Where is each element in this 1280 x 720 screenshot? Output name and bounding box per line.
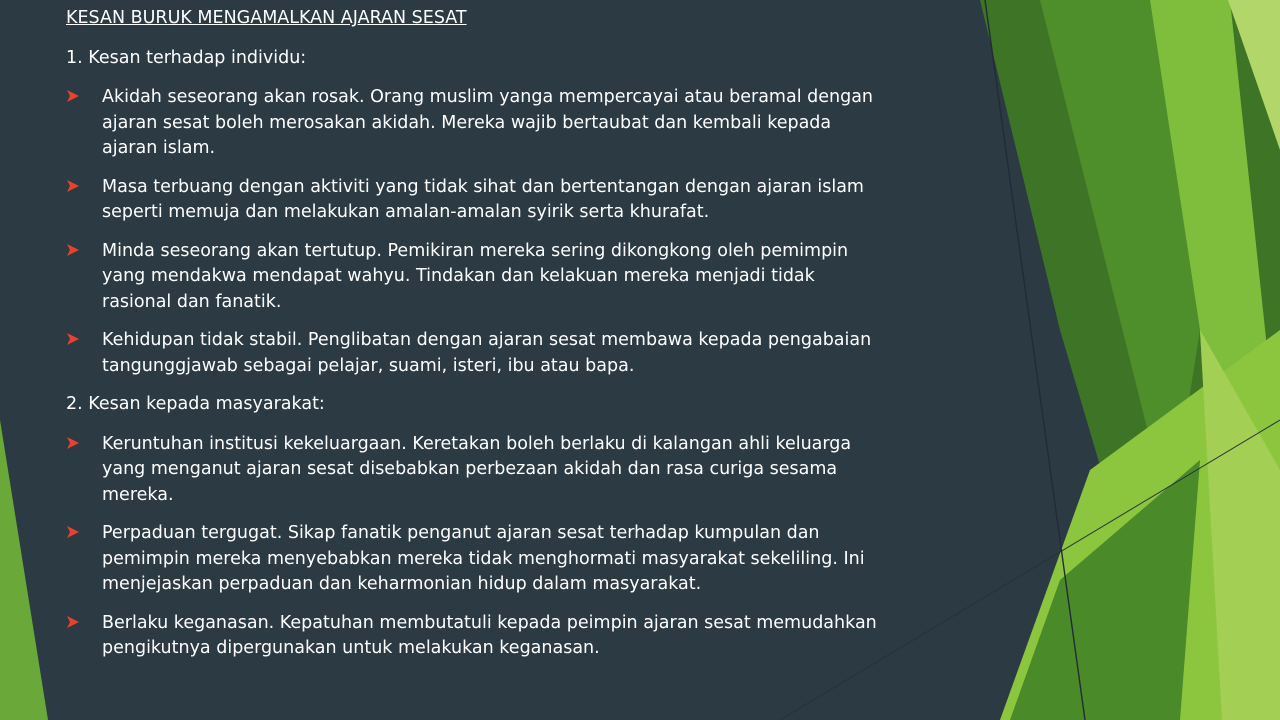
bullet-text-line: Masa terbuang dengan aktiviti yang tidak sihat dan bertentangan dengan ajaran islam bbox=[102, 176, 864, 197]
bullet-item bbox=[66, 175, 946, 226]
arrowhead-bullet-icon bbox=[66, 332, 80, 346]
section-heading-society: 2. Kesan kepada masyarakat: bbox=[66, 394, 325, 414]
arrowhead-bullet-icon bbox=[66, 89, 80, 103]
bullet-item bbox=[66, 239, 946, 316]
arrowhead-bullet-icon bbox=[66, 436, 80, 450]
arrowhead-bullet-icon bbox=[66, 243, 80, 257]
bullet-text-line: yang mendakwa mendapat wahyu. Tindakan dan kelakuan mereka menjadi tidak bbox=[102, 266, 815, 286]
bullet-text-line: Perpaduan tergugat. Sikap fanatik penganut ajaran sesat terhadap kumpulan dan bbox=[102, 523, 820, 543]
bullet-text-line: Keruntuhan institusi kekeluargaan. Keretakan boleh berlaku di kalangan ahli keluarga bbox=[102, 433, 852, 454]
bullet-text-line: ajaran sesat boleh merosakan akidah. Mereka wajib bertaubat dan kembali kepada bbox=[102, 112, 832, 133]
left-green-shard bbox=[0, 420, 48, 720]
bullet-item bbox=[66, 328, 946, 379]
bullet-text-line: yang menganut ajaran sesat disebabkan perbezaan akidah dan rasa curiga sesama bbox=[102, 459, 838, 479]
bullet-item bbox=[66, 85, 946, 162]
bullet-text-line: Berlaku keganasan. Kepatuhan membutatuli kepada peimpin ajaran sesat memudahkan bbox=[102, 612, 877, 633]
bullet-text-line: rasional dan fanatik. bbox=[102, 291, 282, 312]
bullet-text-line: Minda seseorang akan tertutup. Pemikiran mereka sering dikongkong oleh pemimpin bbox=[102, 240, 849, 261]
bullet-item bbox=[66, 432, 946, 509]
bullet-text-line: mereka. bbox=[102, 484, 174, 505]
bullet-text-line: menjejaskan perpaduan dan keharmonian hidup dalam masyarakat. bbox=[102, 574, 702, 594]
bullet-text-line: pengikutnya dipergunakan untuk melakukan keganasan. bbox=[102, 638, 600, 658]
slide-title: KESAN BURUK MENGAMALKAN AJARAN SESAT bbox=[66, 8, 467, 28]
arrowhead-bullet-icon bbox=[66, 179, 80, 193]
bullet-text-line: pemimpin mereka menyebabkan mereka tidak menghormati masyarakat sekeliling. Ini bbox=[102, 548, 865, 569]
bullet-text-line: seperti memuja dan melakukan amalan-amalan syirik serta khurafat. bbox=[102, 202, 710, 222]
slide-content bbox=[66, 6, 946, 675]
section-heading-individual: 1. Kesan terhadap individu: bbox=[66, 47, 307, 68]
bullet-text-line: Akidah seseorang akan rosak. Orang muslim yanga mempercayai atau beramal dengan bbox=[102, 87, 874, 107]
bullet-item bbox=[66, 521, 946, 598]
bullet-text-line: Kehidupan tidak stabil. Penglibatan dengan ajaran sesat membawa kepada pengabaian bbox=[102, 330, 872, 350]
bullet-text-line: tangunggjawab sebagai pelajar, suami, isteri, ibu atau bapa. bbox=[102, 355, 635, 376]
bullet-item bbox=[66, 611, 946, 662]
bullet-text-line: ajaran islam. bbox=[102, 138, 216, 158]
arrowhead-bullet-icon bbox=[66, 525, 80, 539]
arrowhead-bullet-icon bbox=[66, 615, 80, 629]
